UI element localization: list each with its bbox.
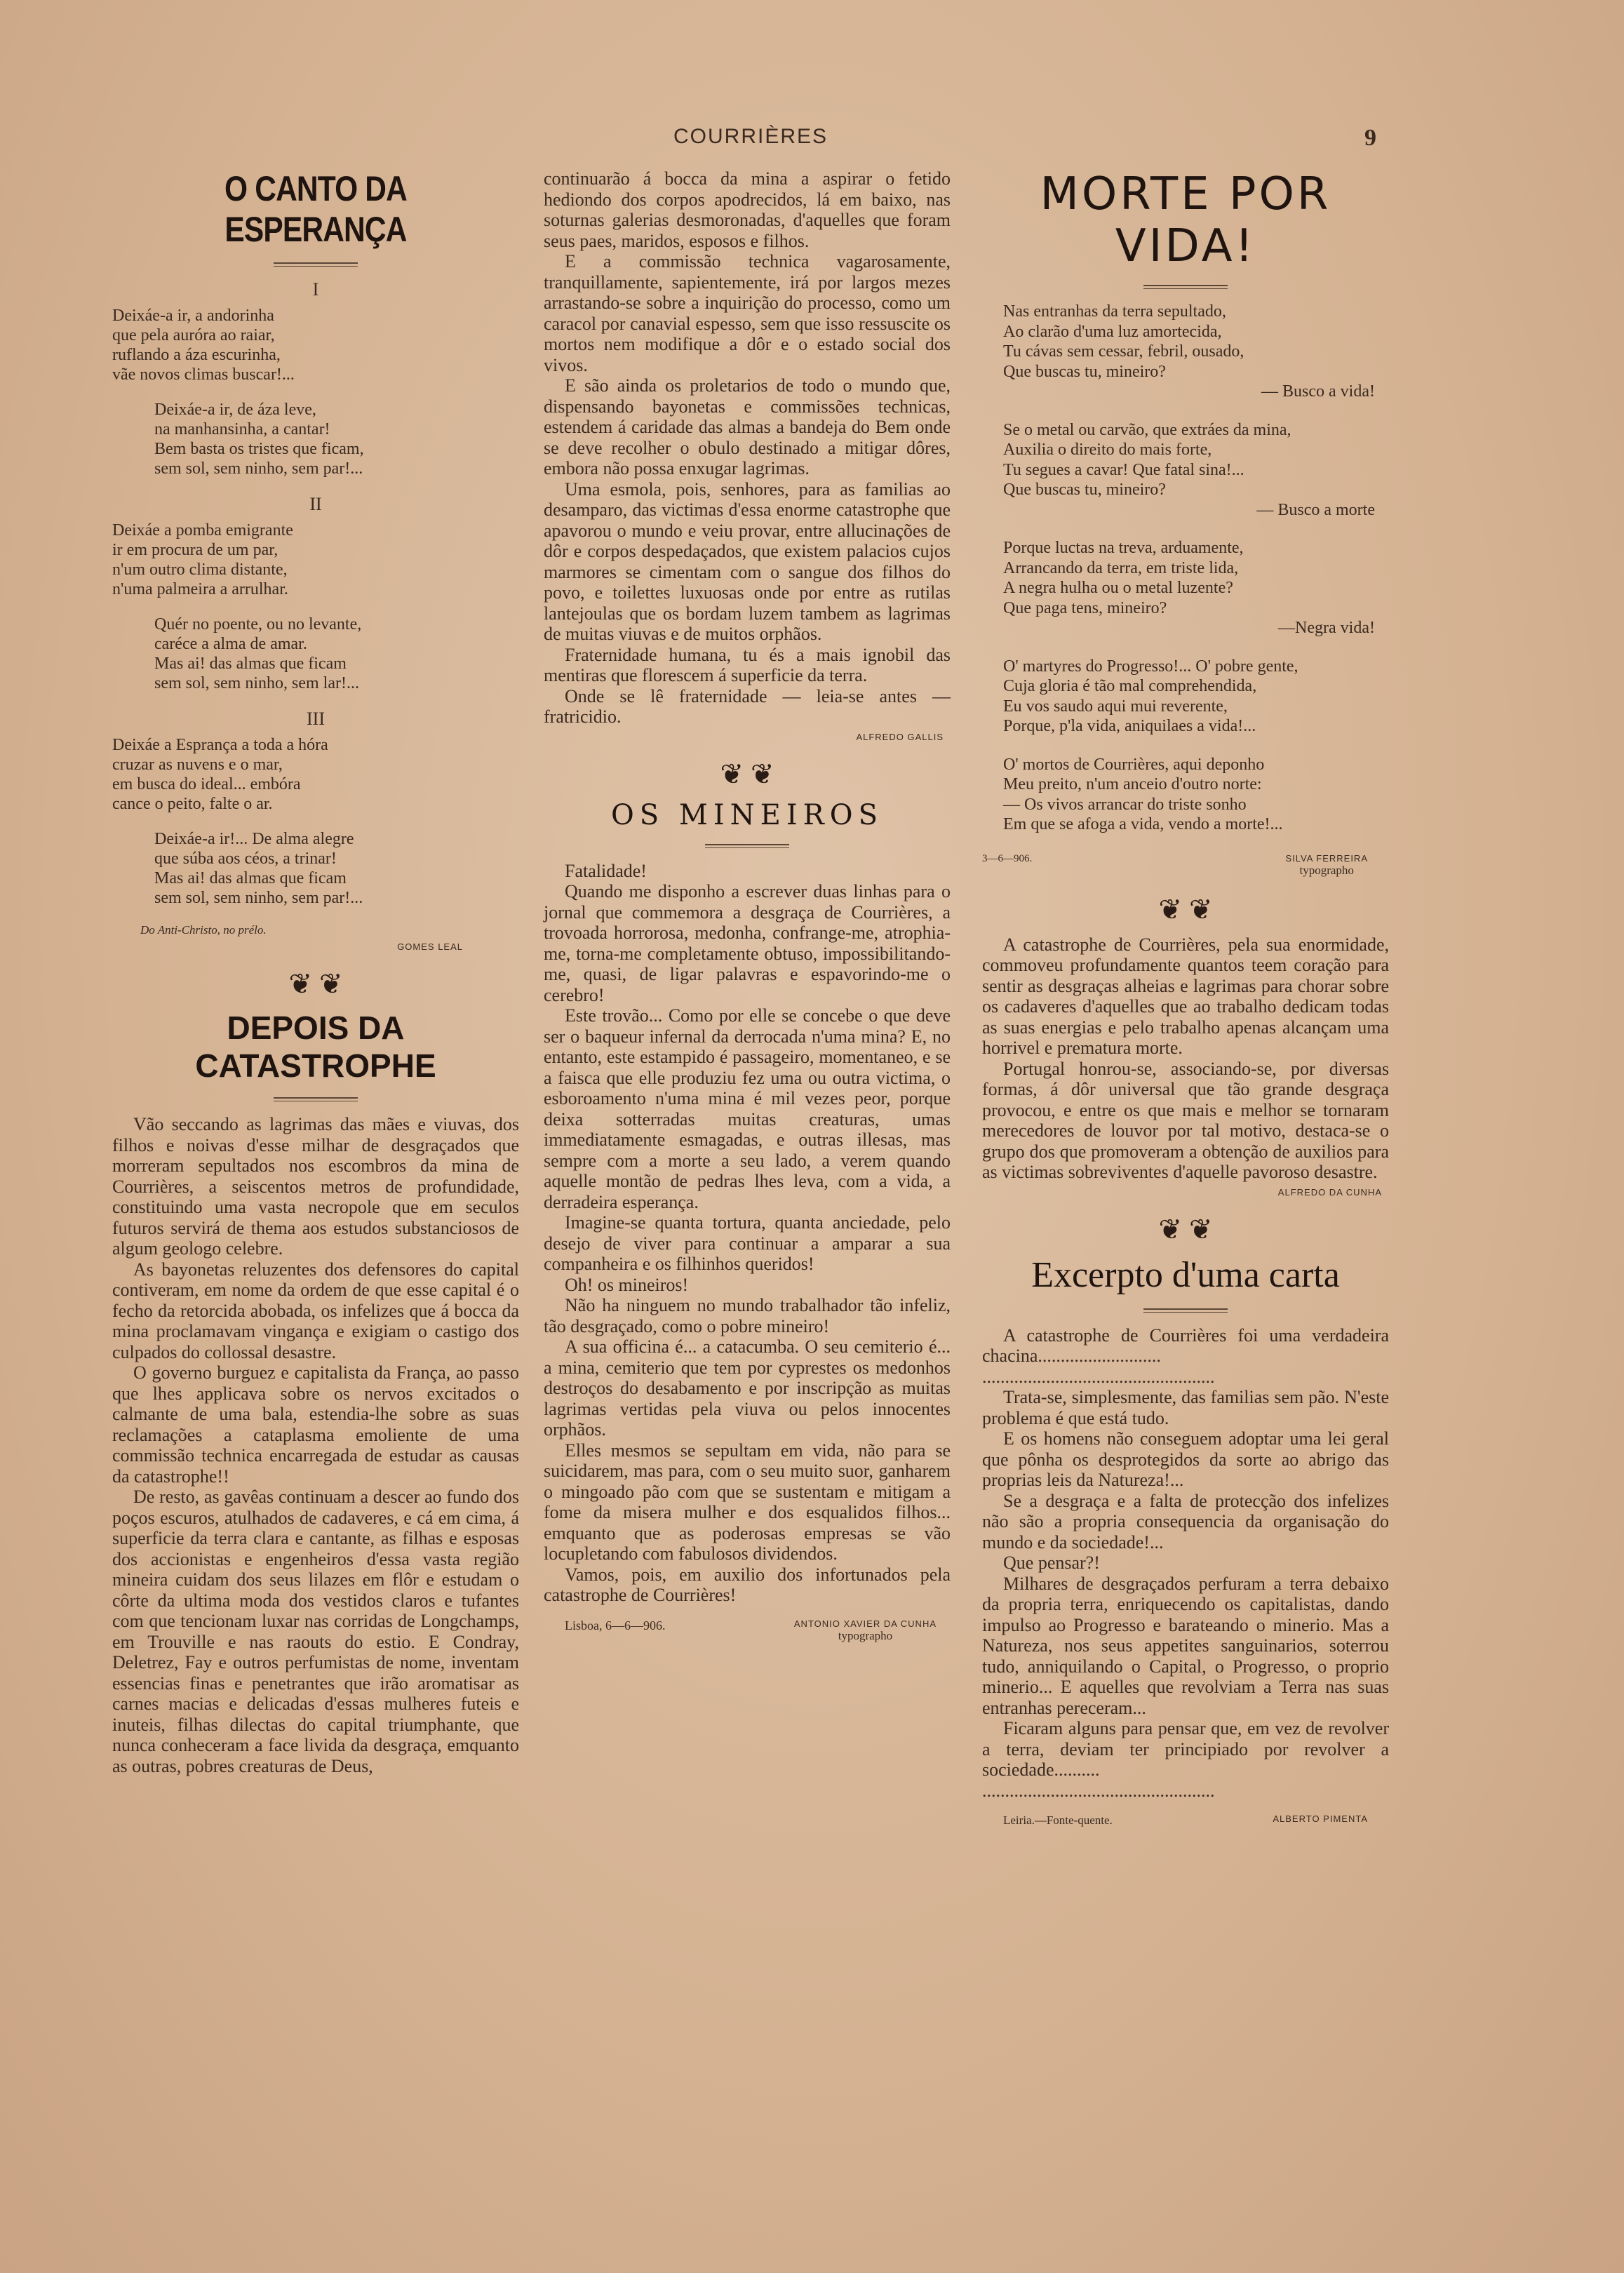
stanza — [982, 657, 1389, 737]
title-rule — [274, 262, 358, 267]
verse-line: Meu preito, n'um anceio d'outro norte: — [1003, 775, 1262, 793]
section-numeral: I — [312, 279, 319, 300]
ornament: ❦ ❦ — [1158, 1213, 1213, 1245]
mineiros-title: OS MINEIROS — [611, 798, 883, 831]
verse-line: Tu cávas sem cessar, febril, ousado, — [1003, 342, 1244, 361]
mineiros-date: Lisboa, 6—6—906. — [565, 1618, 666, 1632]
paragraph: A sua officina é... a catacumba. O seu cemiterio é... a mina, cemiterio que tem por cyprestes os medonhos destroços do desabamento e por inscripção as muitas lagrimas vertidas pela viuva ou pelos innocentes orphãos. — [544, 1336, 951, 1440]
verse-line: A negra hulha ou o metal luzente? — [1003, 579, 1233, 597]
paragraph: Que pensar?! — [1003, 1553, 1100, 1573]
mineiros-article — [544, 861, 951, 1606]
verse-line: que súba aos céos, a trinar! — [154, 850, 337, 868]
paragraph: A catastrophe de Courrières, pela sua enormidade, commoveu profundamente quantos teem coração para sentir as desgraças alheias e lagrimas para chorar sobre os cadaveres d'aquelles que ao trabalho dedicam todas as suas energias e pelo trabalho apenas alcançam uma horrivel e prematura morte. — [982, 934, 1389, 1058]
verse-line: Que buscas tu, mineiro? — [1003, 362, 1166, 381]
verse-line: cruzar as nuvens e o mar, — [112, 756, 283, 774]
verse-line: Deixáe a pomba emigrante — [112, 521, 293, 539]
verse-line: Mas ai! das almas que ficam — [154, 869, 347, 887]
verse-line: Arrancando da terra, em triste lida, — [1003, 558, 1239, 577]
stanza — [112, 615, 519, 693]
paragraph: Fraternidade humana, tu és a mais ignobil das mentiras que florescem á superficie da terra. — [544, 644, 951, 685]
paragraph: Fatalidade! — [565, 860, 647, 881]
depois-article — [112, 1114, 519, 1776]
verse-reply: — Busco a morte — [1256, 500, 1375, 519]
paragraph: E são ainda os proletarios de todo o mundo que, dispensando bayonetas e commissões technicas, estendem á caridade das almas a bandeja do Bem onde se deve recolher o obulo destinado a mitigar dôres, embora não possa enxugar lagrimas. — [544, 375, 951, 478]
verse-line: Auxilia o direito do mais forte, — [1003, 441, 1212, 459]
mineiros-role: typographo — [838, 1628, 893, 1642]
morte-date: 3—6—906. — [982, 852, 1033, 864]
stanza — [112, 735, 519, 814]
excerpto-signature — [982, 1813, 1389, 1828]
paragraph: Vamos, pois, em auxilio dos infortunados pela catastrophe de Courrières! — [544, 1564, 951, 1605]
page-number: 9 — [1364, 125, 1376, 151]
paragraph: Não ha ninguem no mundo trabalhador tão infeliz, tão desgraçado, como o pobre mineiro! — [544, 1295, 951, 1336]
verse-line: que pela auróra ao raiar, — [112, 326, 275, 344]
paragraph: Ficaram alguns para pensar que, em vez de revolver a terra, deviam ter principiado por revolver a sociedade.......... — [982, 1718, 1389, 1780]
morte-title: MORTE POR VIDA! — [1040, 168, 1331, 272]
paragraph: Trata-se, simplesmente, das familias sem pão. N'este problema é que está tudo. — [982, 1387, 1389, 1428]
excerpto-place: Leiria.—Fonte-quente. — [1003, 1813, 1113, 1827]
running-head: COURRIÈRES — [673, 125, 828, 148]
column-right — [982, 168, 1389, 1828]
depois-continuation — [544, 168, 951, 728]
paragraph: Se a desgraça e a falta de protecção dos infelizes não são a propria consequencia da organisação do mundo e da sociedade!... — [982, 1490, 1389, 1553]
section-numeral: II — [309, 494, 322, 514]
verse-line: Deixáe-a ir, de áza leve, — [154, 401, 316, 419]
paragraph: E os homens não conseguem adoptar uma lei geral que pônha os desprotegidos da sorte ao abrigo das proprias leis da Natureza!... — [982, 1428, 1389, 1490]
paragraph: As bayonetas reluzentes dos defensores do capital contiveram, em nome da ordem de que esse capital é o fecho da retorcida abobada, os infelizes que á bocca da mina proclamavam vingança e exigiam o castigo dos culpados do collossal desastre. — [112, 1259, 519, 1362]
verse-line: Eu vos saudo aqui mui reverente, — [1003, 697, 1228, 716]
mineiros-author: ANTONIO XAVIER DA CUNHA — [793, 1618, 937, 1629]
paragraph: Milhares de desgraçados perfuram a terra debaixo da propria terra, enriquecendo os capitalistas, dando impulso ao Progresso e barateando o minerio. Mas a Natureza, nos seus appetites sanguinarios, soterrou tudo, anniquilando o Capital, o Progresso, o proprio minerio... E aquelles que revolviam a Terra nas suas entranhas pereceram... — [982, 1573, 1389, 1718]
verse-line: — Os vivos arrancar do triste sonho — [1003, 795, 1247, 814]
verse-line: ruflando a ázа escurinha, — [112, 346, 281, 364]
canto-note: Do Anti-Christo, no prélo. — [140, 923, 267, 937]
excerpto-title: Excerpto d'uma carta — [1031, 1254, 1340, 1295]
stanza — [112, 829, 519, 908]
verse-line: Porque, p'la vida, aniquilaes a vida!... — [1003, 717, 1256, 735]
paragraph: E a commissão technica vagarosamente, tranquillamente, sapientemente, irá por largos mezes arrastando-se sobre a inquirição do processo, como um caracol por canavial espesso, sem que isso ressuscite os mortos nem modifique a dôr e o estado social dos vivos. — [544, 251, 951, 375]
verse-line: cance o peito, falte o ar. — [112, 795, 273, 813]
paragraph: Onde se lê fraternidade — leia-se antes — fratricidio. — [544, 685, 951, 727]
excerpto-author: ALBERTO PIMENTA — [1273, 1813, 1368, 1824]
paragraph: Uma esmola, pois, senhores, para as familias ao desamparo, das victimas d'essa enorme catastrophe que apavorou o mundo e veiu provar, entre allucinações de dôr e corpos despedaçados, que existem palacios cujos marmores se cimentam com o sangue dos filhos do povo, e toilettes luxuosas onde por entre as rutilas lantejoulas que os bordam luzem tambem as lagrimas de muitas viuvas e de muitos orphãos. — [544, 478, 951, 644]
verse-line: Se o metal ou carvão, que extráes da mina, — [1003, 420, 1291, 439]
verse-line: n'uma palmeira a arrulhar. — [112, 580, 288, 598]
title-rule — [274, 1097, 358, 1101]
verse-line: Que buscas tu, mineiro? — [1003, 481, 1166, 499]
stanza — [982, 755, 1389, 835]
verse-line: vãe novos climas buscar!... — [112, 366, 295, 384]
verse-line: caréce a alma de amar. — [154, 635, 307, 653]
verse-line: em busca do ideal... embóra — [112, 775, 301, 793]
verse-line: Mas ai! das almas que ficam — [154, 655, 347, 673]
paragraph: Quando me disponho a escrever duas linhas para o jornal que commemora a desgraça de Courrières, a trovoada horrorosa, medonha, confrange-me, atrophia-me, torna-me completamente obtuso, impossibilitando-me, quasi, de ligar palavras e espavorindo-me o cerebro! — [544, 881, 951, 1005]
cunha-article — [982, 934, 1389, 1183]
verse-line: Ao clarão d'uma luz amortecida, — [1003, 322, 1222, 341]
morte-signature — [982, 853, 1389, 878]
stanza — [982, 420, 1389, 521]
mineiros-signature — [544, 1618, 951, 1643]
verse-line: Tu segues a cavar! Que fatal sina!... — [1003, 460, 1244, 479]
paragraph: Elles mesmos se sepultam em vida, não para se suicidarem, mas para, com o seu muito suor, ganharem o mingoado pão com que se sustentam e mitigam a fome da misera mulher e dos esqualidos filhos... emquanto que as poderosas empresas se vão locupletando com fabulosos dividendos. — [544, 1440, 951, 1564]
verse-line: Bem basta os tristes que ficam, — [154, 440, 364, 458]
paragraph: Oh! os mineiros! — [565, 1274, 689, 1295]
morte-role: typographo — [1299, 863, 1354, 877]
verse-line: Deixáe-a ir!... De alma alegre — [154, 830, 354, 848]
verse-line: Em que se afoga a vida, vendo a morte!... — [1003, 815, 1283, 833]
title-rule — [705, 844, 789, 848]
verse-line: n'um outro clima distante, — [112, 561, 288, 579]
verse-line: O' martyres do Progresso!... O' pobre gente, — [1003, 657, 1298, 676]
paragraph: ................................................... — [982, 1366, 1215, 1387]
cunha-author: ALFREDO DA CUNHA — [1277, 1186, 1382, 1198]
paragraph: De resto, as gavêas continuam a descer ao fundo dos poços escuros, atulhados de cadaveres, e cá em cima, á superficie da terra clara e cantante, as filhas e esposas dos accionistas e engenheiros d'essa vasta região mineira cuidam dos seus lilazes em flôr e estudam o côrte da ultima moda dos vestidos claros e tufantes com que tencionam luxar nas corridas de Longchamps, em Trouville e nas raouts do estio. E Condray, Deletrez, Fay e outros perfumistas de nome, inventam essencias finas e penetrantes que irão aromatisar as carnes macias e delicadas d'essas mulheres futeis e inuteis, filhas dilectas do capital triumphante, que nunca conheceram a face livida da desgraça, emquanto as outras, pobres creaturas de Deus, — [112, 1487, 519, 1776]
canto-author: GOMES LEAL — [397, 941, 463, 952]
title-rule — [1143, 1308, 1228, 1313]
ornament: ❦ ❦ — [720, 758, 774, 790]
paragraph: Portugal honrou-se, associando-se, por diversas formas, á dôr universal que tão grande desgraça provocou, e entre os que mais e melhor se tornaram merecedores de louvor por tal motivo, destaca-se o grupo dos que promoveram a obtenção de auxilios para as victimas sobreviventes d'aquelle pavoroso desastre. — [982, 1058, 1389, 1182]
stanza — [982, 302, 1389, 402]
verse-line: na manhansinha, a cantar! — [154, 420, 330, 438]
stanza — [112, 400, 519, 478]
paragraph: Vão seccando as lagrimas das mães e viuvas, dos filhos e noivas d'esse milhar de desgraçados que morreram sepultados nos escombros da mina de Courrières, a seiscentos metros de profundidade, constituindo uma vasta necropole que em seculos futuros servirá de thema aos estudos substanciosos de algum geologo celebre. — [112, 1114, 519, 1259]
paragraph: Este trovão... Como por elle se concebe o que deve ser o baqueur infernal da derrocada n'uma mina? E, no entanto, este estampido é passageiro, momentaneo, e se a faisca que elle produziu fez uma ou outra victima, o esboroamento n'uma mina é mil vezes peor, porque deixa sotterradas muitas creaturas, umas immediatamente esmagadas, e outras illesas, mas sempre com a morte a seu lado, a verem quando aquelle montão de pedras lhes leva, com a vida, a derradeira esperança. — [544, 1005, 951, 1212]
gallis-author: ALFREDO GALLIS — [856, 731, 944, 742]
column-left — [112, 168, 519, 1776]
verse-line: ir em procura de um par, — [112, 541, 279, 559]
verse-line: Deixáe-a ir, a andorinha — [112, 307, 274, 325]
verse-line: Porque luctas na treva, arduamente, — [1003, 539, 1244, 557]
ornament: ❦ ❦ — [288, 968, 343, 1000]
morte-poem — [982, 302, 1389, 835]
column-middle — [544, 168, 951, 1643]
verse-line: sem sol, sem ninho, sem lar!... — [154, 674, 359, 692]
paragraph: A catastrophe de Courrières foi uma verdadeira chacina........................... — [982, 1325, 1389, 1366]
verse-line: Nas entranhas da terra sepultado, — [1003, 302, 1226, 321]
stanza — [112, 306, 519, 384]
paragraph: ................................................... — [982, 1780, 1215, 1801]
paragraph: O governo burguez e capitalista da França, ao passo que lhes applicava sobre os nervos excitados o calmante de uma bala, estendia-lhe sobre as suas reclamações a cataplasma emoliente de uma commissão technica encarregada de estudar as causas da catastrophe!! — [112, 1362, 519, 1487]
section-numeral: III — [307, 709, 325, 729]
paragraph: continuarão á bocca da mina a aspirar o fetido hediondo dos corpos apodrecidos, lá em baixo, nas soturnas galerias desmoronadas, d'aquelles que foram seus paes, maridos, esposos e filhos. — [544, 168, 951, 251]
title-rule — [1143, 285, 1228, 289]
ornament: ❦ ❦ — [1158, 893, 1213, 925]
verse-reply: — Busco a vida! — [1261, 382, 1375, 401]
verse-line: Que paga tens, mineiro? — [1003, 598, 1167, 617]
depois-title: DEPOIS DA CATASTROPHE — [195, 1010, 436, 1084]
canto-poem — [112, 279, 519, 908]
stanza — [982, 538, 1389, 638]
paragraph: Imagine-se quanta tortura, quanta anciedade, pelo desejo de viver para continuar a amparar a sua companheira e os filhinhos queridos! — [544, 1212, 951, 1274]
verse-line: sem sol, sem ninho, sem par!... — [154, 889, 363, 907]
verse-line: O' mortos de Courrières, aqui deponho — [1003, 755, 1265, 774]
verse-line: Quér no poente, ou no levante, — [154, 615, 362, 633]
morte-author: SILVA FERREIRA — [1285, 852, 1368, 864]
verse-line: Cuja gloria é tão mal comprehendida, — [1003, 677, 1257, 695]
stanza — [112, 521, 519, 599]
canto-title: O CANTO DA ESPERANÇA — [224, 169, 407, 249]
verse-line: sem sol, sem ninho, sem par!... — [154, 460, 363, 478]
verse-line: Deixáe a Esprança a toda a hóra — [112, 736, 328, 754]
verse-reply: —Negra vida! — [1278, 619, 1375, 637]
excerpto-article — [982, 1325, 1389, 1802]
